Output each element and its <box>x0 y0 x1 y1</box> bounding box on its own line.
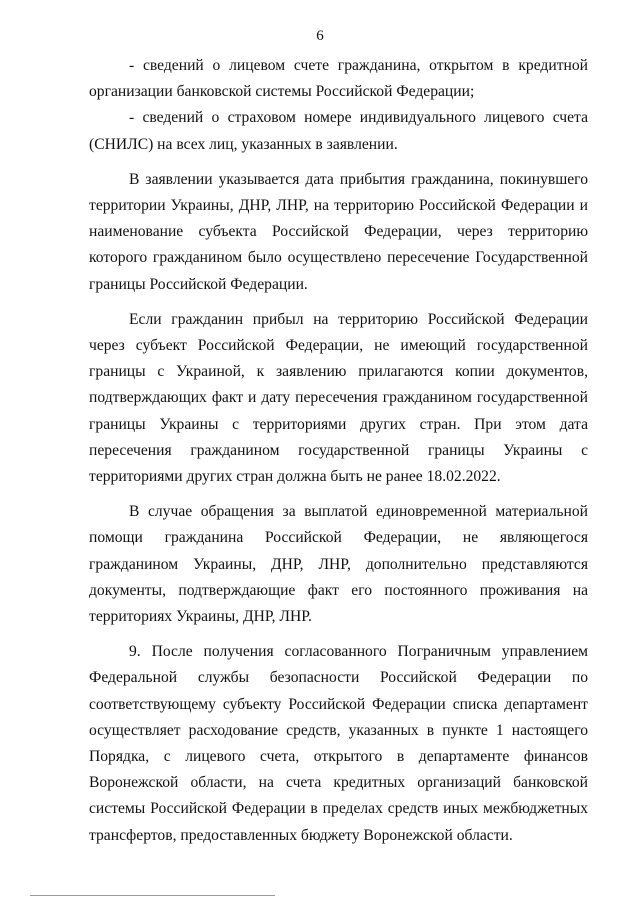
page-number: 6 <box>316 28 324 44</box>
paragraph-border-crossing: Если гражданин прибыл на территорию Российской Федерации через субъект Российской Федерации, не имеющий государственной границы с Украиной, к заявлению прилагаются копии документов, подтверждающих факт и дату пересечения гражданином государственной границы Украины с территориями других стран. При этом дата пересечения гражданином государственной границы Украины с территориями других стран должна быть не ранее 18.02.2022. <box>89 310 588 486</box>
paragraph-arrival-date: В заявлении указывается дата прибытия гражданина, покинувшего территории Украины, ДНР, ЛНР, на территорию Российской Федерации и наименование субъекта Российской Федерации, через территорию которого гражданином было осуществлено пересечение Государственной границы Российской Федерации. <box>89 170 588 293</box>
paragraph-snils: - сведений о страховом номере индивидуального лицевого счета (СНИЛС) на всех лиц, указанных в заявлении. <box>89 109 588 153</box>
paragraph-russian-citizen: В случае обращения за выплатой единовременной материальной помощи гражданина Российской Федерации, не являющегося гражданином Украины, ДНР, ЛНР, дополнительно представляются документы, подтверждающие факт его постоянного проживания на территориях Украины, ДНР, ЛНР. <box>89 503 588 626</box>
paragraph-account-info: - сведений о лицевом счете гражданина, открытом в кредитной организации банковской системы Российской Федерации; <box>89 57 588 101</box>
document-body <box>89 53 588 849</box>
paragraph-item-9: 9. После получения согласованного Пограничным управлением Федеральной службы безопасности Российской Федерации по соответствующему субъекту Российской Федерации списка департамент осуществляет расходование средств, указанных в пункте 1 настоящего Порядка, с лицевого счета, открытого в департаменте финансов Воронежской области, на счета кредитных организаций банковской системы Российской Федерации в пределах средств иных межбюджетных трансфертов, предоставленных бюджету Воронежской области. <box>89 643 588 844</box>
footer-divider <box>30 895 275 896</box>
